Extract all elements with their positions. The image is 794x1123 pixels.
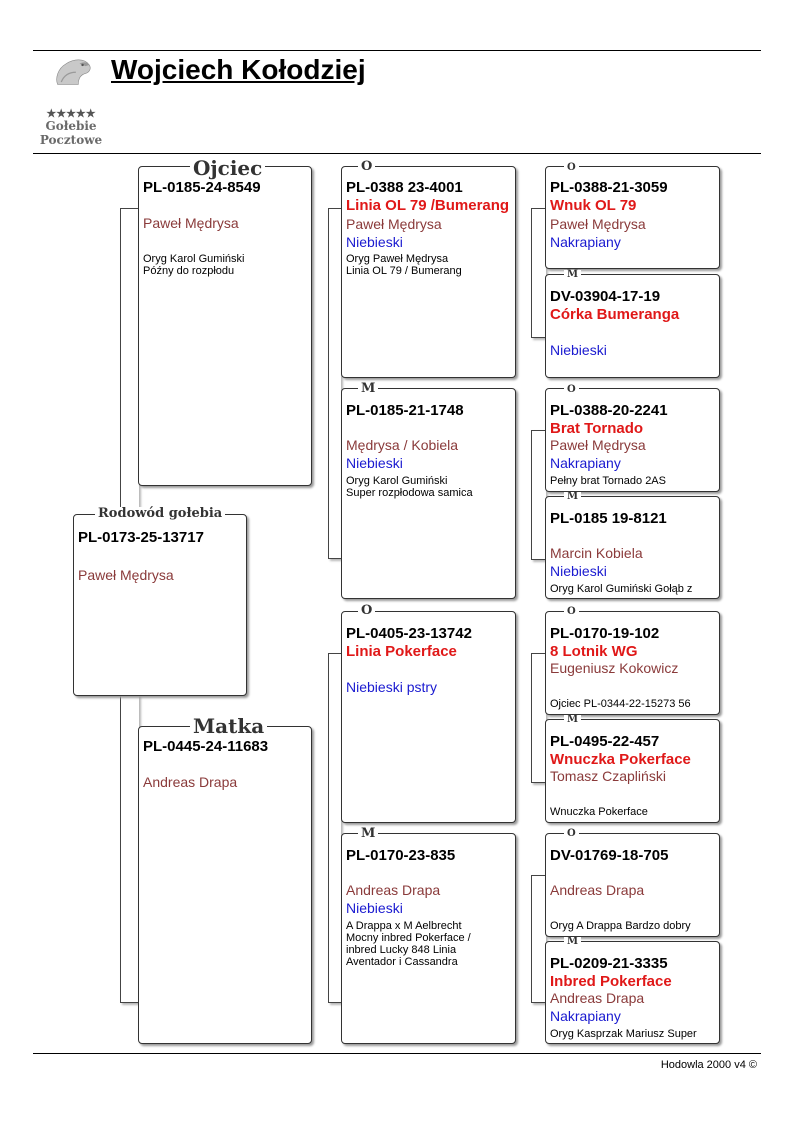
breeder: Andreas Drapa	[143, 774, 238, 790]
note: Ojciec PL-0344-22-15273 56	[550, 698, 691, 710]
breeder: Paweł Mędrysa	[550, 216, 646, 232]
pigeon-name: Linia OL 79 /Bumerang	[346, 197, 510, 214]
ring-number: PL-0495-22-457	[550, 733, 660, 750]
dam-sire-label: O	[358, 604, 375, 617]
connector-ss	[531, 208, 546, 338]
dam-card[interactable]	[138, 726, 312, 1044]
ring-number: PL-0185-21-1748	[346, 402, 464, 419]
breeder: Andreas Drapa	[346, 882, 441, 898]
pigeon-name: Linia Pokerface	[346, 643, 457, 660]
note: Oryg Karol Gumiński Gołąb z	[550, 583, 693, 595]
breeder: Paweł Mędrysa	[346, 216, 442, 232]
breeder: Eugeniusz Kokowicz	[550, 660, 679, 676]
sire-sire-label: O	[358, 160, 375, 173]
note: Oryg A Drappa Bardzo dobry	[550, 920, 691, 932]
sire-dam-label: M	[358, 382, 378, 395]
color: Niebieski	[346, 455, 403, 471]
dds-card[interactable]	[545, 833, 720, 937]
ring-number: PL-0170-19-102	[550, 625, 660, 642]
pigeon-name: Wnuczka Pokerface	[550, 751, 691, 768]
color: Nakrapiany	[550, 1008, 621, 1024]
dam-dam-label: M	[358, 827, 378, 840]
ring-number: PL-0170-23-835	[346, 847, 456, 864]
note: Oryg Paweł Mędrysa Linia OL 79 / Bumerang	[346, 253, 462, 277]
dds-label: O	[564, 829, 579, 839]
sire-label: Ojciec	[190, 158, 265, 178]
pigeon-name: Inbred Pokerface	[550, 973, 672, 990]
breeder: Mędrysa / Kobiela	[346, 437, 459, 453]
dss-label: O	[564, 607, 579, 617]
sds-card[interactable]	[545, 388, 720, 492]
connector-sire	[328, 208, 341, 559]
color: Niebieski	[550, 342, 607, 358]
ring-number: DV-01769-18-705	[550, 847, 669, 864]
sss-card[interactable]	[545, 166, 720, 269]
breeder: Andreas Drapa	[550, 990, 645, 1006]
breeder: Paweł Mędrysa	[550, 437, 646, 453]
sdd-card[interactable]	[545, 496, 720, 599]
color: Niebieski	[346, 234, 403, 250]
sire-dam-card[interactable]	[341, 388, 516, 599]
color: Nakrapiany	[550, 234, 621, 250]
note: Oryg Karol Gumiński Późny do rozpłodu	[143, 253, 245, 277]
connector-dam	[328, 653, 341, 1003]
ring-number: PL-0173-25-13717	[78, 529, 204, 546]
pigeon-name: Brat Tornado	[550, 420, 644, 437]
main-label: Rodowód gołebia	[95, 507, 225, 520]
ddd-card[interactable]	[545, 941, 720, 1044]
logo-stars: ★★★★★	[46, 107, 96, 120]
ring-number: PL-0388-20-2241	[550, 402, 668, 419]
ddd-label: M	[564, 937, 581, 947]
breeder: Andreas Drapa	[550, 882, 645, 898]
pigeon-name: Córka Bumeranga	[550, 306, 680, 323]
dss-card[interactable]	[545, 611, 720, 715]
breeder: Tomasz Czapliński	[550, 768, 666, 784]
pigeon-name: Wnuk OL 79	[550, 197, 637, 214]
sire-card[interactable]	[138, 166, 312, 486]
dam-label: Matka	[190, 716, 267, 736]
color: Nakrapiany	[550, 455, 621, 471]
footer-rule	[33, 1053, 761, 1054]
ring-number: PL-0405-23-13742	[346, 625, 472, 642]
note: Oryg Karol Gumiński Super rozpłodowa samica	[346, 475, 473, 499]
note: Wnuczka Pokerface	[550, 806, 648, 818]
logo-line1: Gołebie	[45, 119, 97, 133]
sire-sire-card[interactable]	[341, 166, 516, 378]
ring-number: PL-0209-21-3335	[550, 955, 668, 972]
connector-sd	[531, 430, 546, 560]
sds-label: O	[564, 385, 579, 395]
connector-dd	[531, 875, 546, 1003]
sss-label: O	[564, 163, 579, 173]
main-pigeon-card[interactable]	[73, 514, 247, 696]
breeder: Paweł Mędrysa	[143, 215, 239, 231]
logo-line2: Pocztowe	[39, 133, 103, 147]
dsd-label: M	[564, 715, 581, 725]
ring-number: PL-0388-21-3059	[550, 179, 668, 196]
owner-name: Wojciech Kołodziej	[111, 54, 366, 85]
connector-ds	[531, 653, 546, 783]
note: Oryg Kasprzak Mariusz Super	[550, 1028, 697, 1040]
dam-dam-card[interactable]	[341, 833, 516, 1044]
top-rule	[33, 50, 761, 51]
pigeon-logo-icon	[35, 54, 107, 110]
ring-number: PL-0185 19-8121	[550, 510, 667, 527]
note: A Drappa x M Aelbrecht Mocny inbred Pokerface / inbred Lucky 848 Linia Aventador i Cassandra	[346, 920, 471, 968]
header-bottom-rule	[33, 153, 761, 154]
color: Niebieski	[550, 563, 607, 579]
sdd-label: M	[564, 492, 581, 502]
breeder: Marcin Kobiela	[550, 545, 643, 561]
ring-number: DV-03904-17-19	[550, 288, 661, 305]
ring-number: PL-0388 23-4001	[346, 179, 463, 196]
color: Niebieski pstry	[346, 679, 438, 695]
color: Niebieski	[346, 900, 403, 916]
dsd-card[interactable]	[545, 719, 720, 823]
ring-number: PL-0185-24-8549	[143, 179, 261, 196]
note: Pełny brat Tornado 2AS	[550, 475, 666, 487]
dam-sire-card[interactable]	[341, 611, 516, 823]
ssd-label: M	[564, 270, 581, 280]
ssd-card[interactable]	[545, 274, 720, 378]
pigeon-name: 8 Lotnik WG	[550, 643, 638, 660]
breeder: Paweł Mędrysa	[78, 567, 174, 583]
footer-text: Hodowla 2000 v4 ©	[660, 1059, 757, 1071]
ring-number: PL-0445-24-11683	[143, 738, 269, 755]
